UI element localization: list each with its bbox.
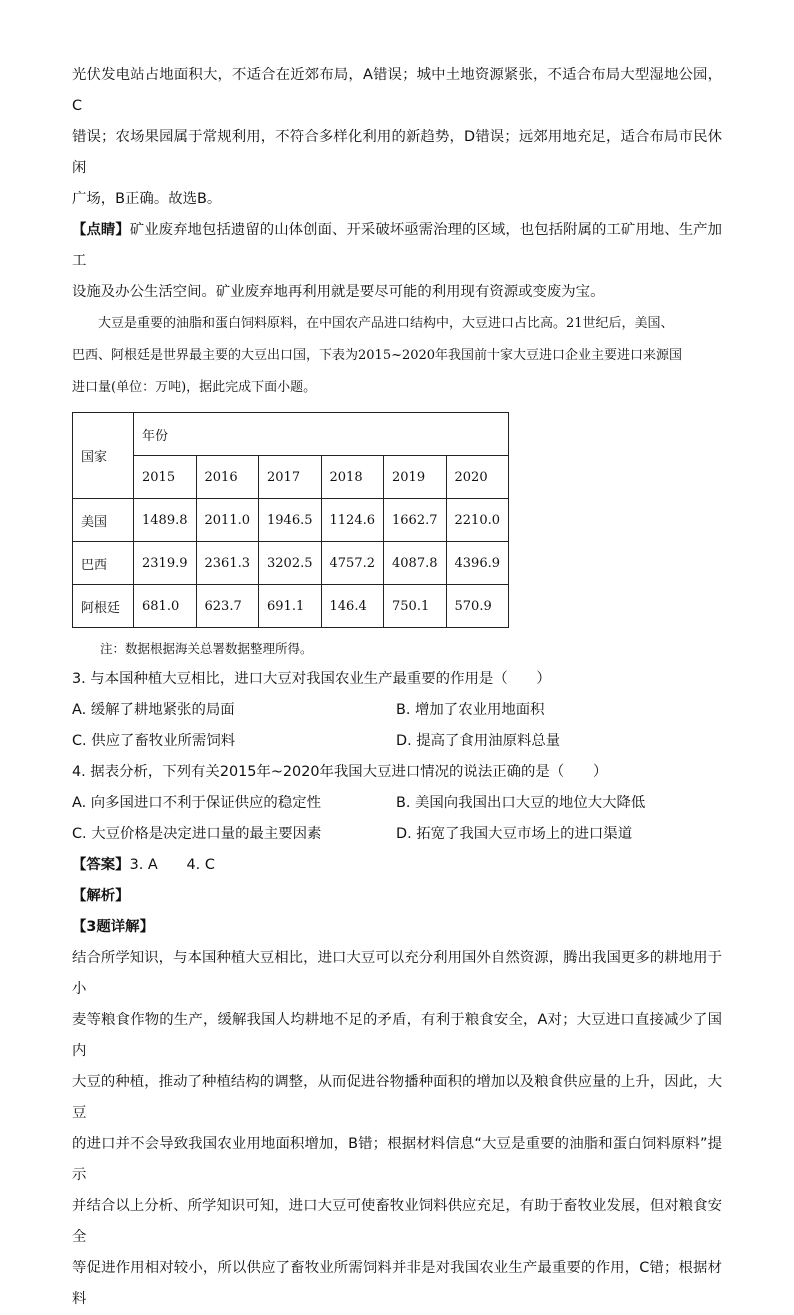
answer-line [72, 850, 722, 881]
dianjing-tag: 【点睛】 [72, 222, 130, 238]
year-header: 年份 [134, 413, 509, 456]
year-cell: 2020 [446, 456, 509, 499]
text-line: 巴西、阿根廷是世界最主要的大豆出口国，下表为2015~2020年我国前十家大豆进口企业主要进口来源国 [72, 348, 683, 363]
country-cell: 美国 [73, 499, 134, 542]
value-cell: 4757.2 [321, 542, 384, 585]
year-cell: 2017 [259, 456, 322, 499]
option-row [72, 788, 722, 819]
country-cell: 巴西 [73, 542, 134, 585]
option-c: C. 大豆价格是决定进口量的最主要因素 [72, 826, 322, 842]
option-row [72, 726, 722, 757]
question-stem: 3. 与本国种植大豆相比，进口大豆对我国农业生产最重要的作用是（ ） [72, 671, 551, 687]
text-line [72, 215, 722, 277]
material-paragraph [72, 308, 722, 404]
soybean-import-table [72, 412, 509, 628]
option-d: D. 拓宽了我国大豆市场上的进口渠道 [396, 826, 633, 842]
year-cell: 2019 [384, 456, 447, 499]
text-line: 光伏发电站占地面积大，不适合在近郊布局，A错误；城中土地资源紧张，不适合布局大型湿地公园，C [72, 67, 722, 114]
answer-text: 3. A 4. C [129, 857, 215, 873]
detail-paragraph [72, 943, 722, 1315]
text-line: 结合所学知识，与本国种植大豆相比，进口大豆可以充分利用国外自然资源，腾出我国更多的耕地用于小 [72, 950, 722, 997]
value-cell: 681.0 [134, 585, 197, 628]
dianjing-section [72, 215, 722, 308]
value-cell: 2319.9 [134, 542, 197, 585]
text-line: 的进口并不会导致我国农业用地面积增加，B错；根据材料信息“大豆是重要的油脂和蛋白饲料原料”提示 [72, 1136, 722, 1183]
option-b: B. 增加了农业用地面积 [396, 702, 545, 718]
value-cell: 1124.6 [321, 499, 384, 542]
year-cell: 2015 [134, 456, 197, 499]
country-header: 国家 [73, 413, 134, 499]
option-b: B. 美国向我国出口大豆的地位大大降低 [396, 795, 646, 811]
detail-tag: 【3题详解】 [72, 919, 154, 935]
text-line: 麦等粮食作物的生产，缓解我国人均耕地不足的矛盾，有利于粮食安全，A对；大豆进口直接减少了国内 [72, 1012, 722, 1059]
dianjing-text: 矿业废弃地包括遗留的山体创面、开采破坏亟需治理的区域，也包括附属的工矿用地、生产加工 [72, 222, 722, 269]
text-line: 错误；农场果园属于常规利用，不符合多样化利用的新趋势，D错误；远郊用地充足，适合布局市民休闲 [72, 129, 722, 176]
year-cell: 2016 [196, 456, 259, 499]
text-line: 设施及办公生活空间。矿业废弃地再利用就是要尽可能的利用现有资源或变废为宝。 [72, 284, 605, 300]
value-cell: 4396.9 [446, 542, 509, 585]
analysis-tag: 【解析】 [72, 888, 130, 904]
table-row [73, 585, 509, 628]
answer-tag: 【答案】 [72, 857, 130, 873]
document-page [72, 60, 722, 1315]
year-cell: 2018 [321, 456, 384, 499]
country-cell: 阿根廷 [73, 585, 134, 628]
value-cell: 146.4 [321, 585, 384, 628]
value-cell: 4087.8 [384, 542, 447, 585]
value-cell: 623.7 [196, 585, 259, 628]
value-cell: 570.9 [446, 585, 509, 628]
table-row [73, 499, 509, 542]
table-header-row [73, 413, 509, 456]
text-line: 进口量(单位：万吨)，据此完成下面小题。 [72, 380, 317, 395]
text-line: 广场，B正确。故选B。 [72, 191, 222, 207]
table-note: 注：数据根据海关总署数据整理所得。 [100, 641, 313, 656]
value-cell: 3202.5 [259, 542, 322, 585]
value-cell: 1946.5 [259, 499, 322, 542]
value-cell: 2011.0 [196, 499, 259, 542]
value-cell: 1489.8 [134, 499, 197, 542]
text-line: 大豆的种植，推动了种植结构的调整，从而促进谷物播种面积的增加以及粮食供应量的上升，因此，大豆 [72, 1074, 722, 1121]
option-row [72, 819, 722, 850]
question-stem: 4. 据表分析，下列有关2015年~2020年我国大豆进口情况的说法正确的是（ ） [72, 764, 608, 780]
option-a: A. 缓解了耕地紧张的局面 [72, 702, 235, 718]
text-line: 等促进作用相对较小，所以供应了畜牧业所需饲料并非是对我国农业生产最重要的作用，C错；根据材料 [72, 1260, 722, 1307]
value-cell: 2210.0 [446, 499, 509, 542]
value-cell: 2361.3 [196, 542, 259, 585]
text-line: 并结合以上分析、所学知识可知，进口大豆可使畜牧业饲料供应充足，有助于畜牧业发展，但对粮食安全 [72, 1198, 722, 1245]
option-a: A. 向多国进口不利于保证供应的稳定性 [72, 795, 321, 811]
option-d: D. 提高了食用油原料总量 [396, 733, 561, 749]
option-c: C. 供应了畜牧业所需饲料 [72, 733, 236, 749]
value-cell: 750.1 [384, 585, 447, 628]
question-3 [72, 664, 722, 757]
table-years-row [73, 456, 509, 499]
text-line: 大豆是重要的油脂和蛋白饲料原料，在中国农产品进口结构中，大豆进口占比高。21世纪后，美国、 [98, 316, 674, 331]
previous-explanation [72, 60, 722, 215]
value-cell: 691.1 [259, 585, 322, 628]
question-4 [72, 757, 722, 850]
value-cell: 1662.7 [384, 499, 447, 542]
table-row [73, 542, 509, 585]
option-row [72, 695, 722, 726]
